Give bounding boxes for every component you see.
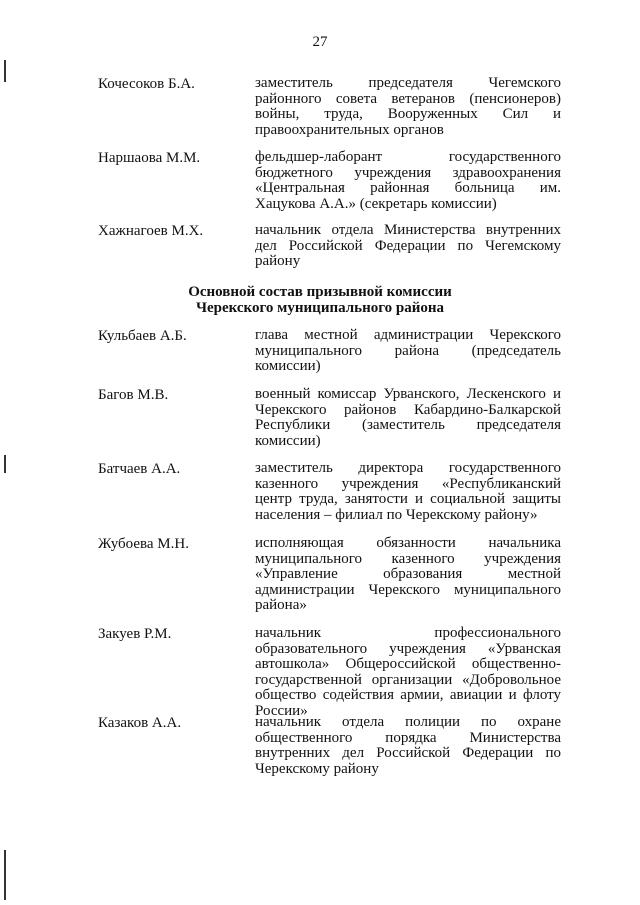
member-name: Кульбаев А.Б. xyxy=(98,328,187,344)
member-name: Багов М.В. xyxy=(98,387,169,403)
member-name: Жубоева М.Н. xyxy=(98,536,189,552)
page-number: 27 xyxy=(312,34,328,50)
member-name: Закуев Р.М. xyxy=(98,626,172,642)
member-name: Кочесоков Б.А. xyxy=(98,76,195,92)
member-description: начальник отдела полиции по охране общественного порядка Министерства внутренних дел Российской Федерации по Черекскому району xyxy=(255,714,561,777)
section-title-line1: Основной состав призывной комиссии xyxy=(188,284,452,300)
member-name: Батчаев А.А. xyxy=(98,461,181,477)
member-description: заместитель председателя Чегемского районного совета ветеранов (пенсионеров) войны, труда, Вооруженных Сил и правоохранительных органов xyxy=(255,75,561,138)
member-description: начальник профессионального образовательного учреждения «Урванская автошкола» Общероссийской общественно-государственной организации «Добровольное общество содействия армии, авиации и флоту России» xyxy=(255,625,561,719)
member-description: военный комиссар Урванского, Лескенского и Черекского районов Кабардино-Балкарской Республики (заместитель председателя комиссии) xyxy=(255,386,561,449)
member-description: заместитель директора государственного казенного учреждения «Республиканский центр труда, занятости и социальной защиты населения – филиал по Черекскому району» xyxy=(255,460,561,523)
member-name: Наршаова М.М. xyxy=(98,150,201,166)
member-description: фельдшер-лаборант государственного бюджетного учреждения здравоохранения «Центральная районная больница им. Хацукова А.А.» (секретарь комиссии) xyxy=(255,149,561,212)
member-description: глава местной администрации Черекского муниципального района (председатель комиссии) xyxy=(255,327,561,374)
member-description: начальник отдела Министерства внутренних дел Российской Федерации по Чегемскому району xyxy=(255,222,561,269)
section-title-line2: Черекского муниципального района xyxy=(195,300,445,316)
scan-edge-mark xyxy=(4,455,6,473)
member-description: исполняющая обязанности начальника муниципального казенного учреждения «Управление образования местной администрации Черекского муниципального района» xyxy=(255,535,561,613)
member-name: Хажнагоев М.Х. xyxy=(98,223,204,239)
section-heading xyxy=(0,284,640,316)
member-name: Казаков А.А. xyxy=(98,715,182,731)
scan-edge-mark xyxy=(4,850,6,900)
scan-edge-mark xyxy=(4,60,6,82)
